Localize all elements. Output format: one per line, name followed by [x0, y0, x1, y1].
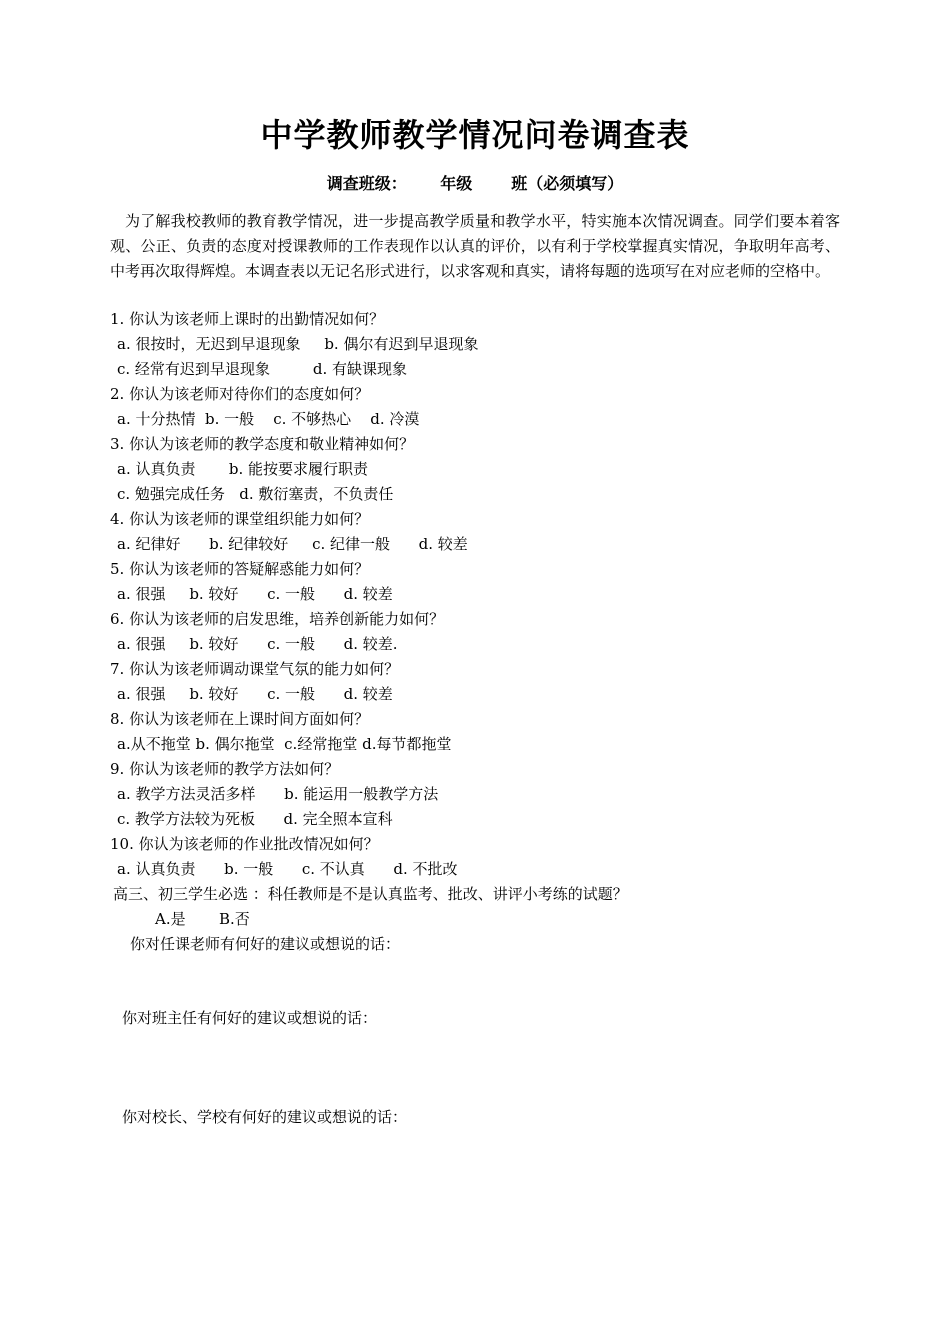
principal-suggestion-prompt: 你对校长、学校有何好的建议或想说的话： — [122, 1108, 408, 1126]
extra-question: 高三、初三学生必选 ：科任教师是不是认真监考、批改、讲评小考练的试题？ — [113, 885, 628, 903]
question-10: 10. 你认为该老师的作业批改情况如何？ — [110, 835, 379, 853]
question-3-options-line-1: a. 认真负责 b. 能按要求履行职责 — [117, 460, 368, 478]
class-fill-line: 调查班级： 年级 班（必须填写） — [326, 174, 624, 193]
question-9-options-line-2: c. 教学方法较为死板 d. 完全照本宣科 — [117, 810, 393, 828]
question-8: 8. 你认为该老师在上课时间方面如何？ — [110, 710, 370, 728]
question-9: 9. 你认为该老师的教学方法如何？ — [110, 760, 340, 778]
question-3: 3. 你认为该老师的教学态度和敬业精神如何？ — [110, 435, 415, 453]
question-list — [110, 307, 850, 932]
question-2-options: a. 十分热情 b. 一般 c. 不够热心 d. 冷漠 — [117, 410, 420, 428]
question-7-options: a. 很强 b. 较好 c. 一般 d. 较差 — [117, 685, 393, 703]
head-teacher-suggestion-prompt: 你对班主任有何好的建议或想说的话： — [122, 1009, 378, 1027]
question-5-options: a. 很强 b. 较好 c. 一般 d. 较差 — [117, 585, 393, 603]
extra-question-choices: A.是 B.否 — [155, 910, 250, 928]
question-4-options: a. 纪律好 b. 纪律较好 c. 纪律一般 d. 较差 — [117, 535, 468, 553]
question-8-options: a.从不拖堂 b. 偶尔拖堂 c.经常拖堂 d.每节都拖堂 — [117, 735, 452, 753]
question-9-options-line-1: a. 教学方法灵活多样 b. 能运用一般教学方法 — [117, 785, 439, 803]
question-6-options: a. 很强 b. 较好 c. 一般 d. 较差. — [117, 635, 398, 653]
question-7: 7. 你认为该老师调动课堂气氛的能力如何？ — [110, 660, 400, 678]
question-1-options-line-1: a. 很按时，无迟到早退现象 b. 偶尔有迟到早退现象 — [117, 335, 479, 353]
question-3-options-line-2: c. 勉强完成任务 d. 敷衍塞责，不负责任 — [117, 485, 394, 503]
question-2: 2. 你认为该老师对待你们的态度如何？ — [110, 385, 370, 403]
document-title: 中学教师教学情况问卷调查表 — [260, 116, 690, 154]
question-4: 4. 你认为该老师的课堂组织能力如何？ — [110, 510, 370, 528]
intro-paragraph: 为了解我校教师的教育教学情况，进一步提高教学质量和教学水平，特实施本次情况调查。同学们要本着客观、公正、负责的态度对授课教师的工作表现作以认真的评价，以有利于学校掌握真实情况，争取明年高考、中考再次取得辉煌。本调查表以无记名形式进行，以求客观和真实，请将每题的选项写在对应老师的空格中。 — [110, 212, 840, 280]
question-1: 1. 你认为该老师上课时的出勤情况如何？ — [110, 310, 385, 328]
question-1-options-line-2: c. 经常有迟到早退现象 d. 有缺课现象 — [117, 360, 407, 378]
teacher-suggestion-prompt: 你对任课老师有何好的建议或想说的话： — [130, 935, 401, 953]
question-5: 5. 你认为该老师的答疑解惑能力如何？ — [110, 560, 370, 578]
question-6: 6. 你认为该老师的启发思维，培养创新能力如何？ — [110, 610, 445, 628]
question-10-options: a. 认真负责 b. 一般 c. 不认真 d. 不批改 — [117, 860, 458, 878]
